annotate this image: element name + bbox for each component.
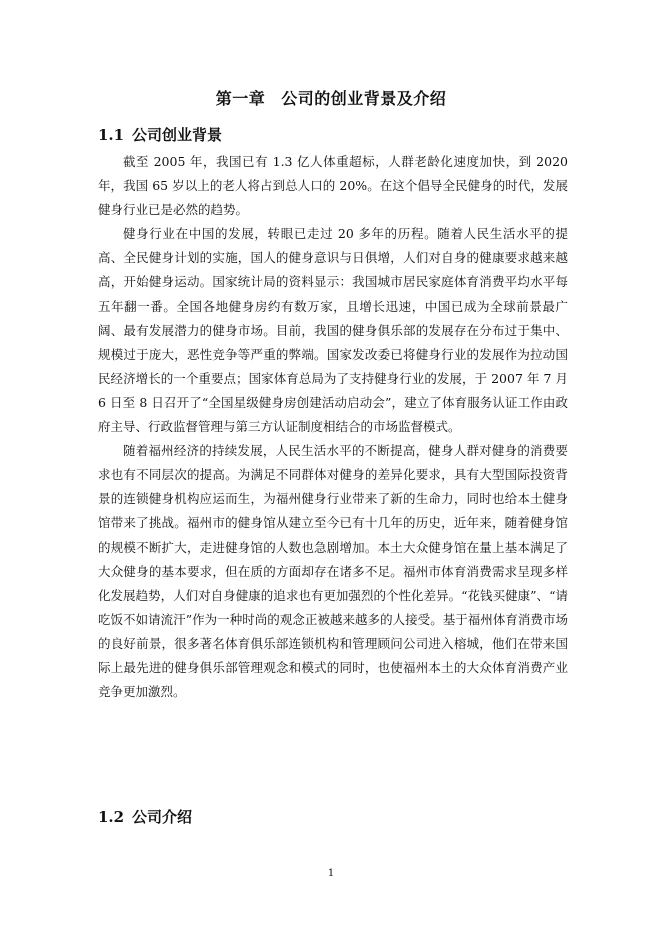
- section-heading-1-1: [98, 124, 222, 145]
- chapter-title: [0, 86, 662, 109]
- section-title: 公司介绍: [132, 808, 193, 826]
- chapter-number: 第一章: [215, 89, 266, 108]
- chapter-title-text: 公司的创业背景及介绍: [281, 89, 447, 108]
- section-title: 公司创业背景: [132, 126, 223, 144]
- paragraph-1: 截至 2005 年，我国已有 1.3 亿人体重超标，人群老龄化速度加快，到 2020 年，我国 65 岁以上的老人将占到总人口的 20%。在这个倡导全民健身的时代，发展健身行业已是必然的趋势。: [98, 154, 568, 218]
- paragraph-2: 健身行业在中国的发展，转眼已走过 20 多年的历程。随着人民生活水平的提高、全民健身计划的实施，国人的健身意识与日俱增，人们对自身的健康要求越来越高，开始健身运动。国家统计局的资料显示：我国城市居民家庭体育消费平均水平每五年翻一番。全国各地健身房约有数万家，且增长迅速，中国已成为全球前景最广阔、最有发展潜力的健身市场。目前，我国的健身俱乐部的发展存在分布过于集中、规模过于庞大，恶性竞争等严重的弊端。国家发改委已将健身行业的发展作为拉动国民经济增长的一个重要点；国家体育总局为了支持健身行业的发展，于 2007 年 7 月 6 日至 8 日召开了“全国星级健身房创建活动启动会”，建立了体育服务认证工作由政府主导、行政监督管理与第三方认证制度相结合的市场监督模式。: [98, 226, 568, 435]
- paragraph-3: 随着福州经济的持续发展，人民生活水平的不断提高，健身人群对健身的消费要求也有不同层次的提高。为满足不同群体对健身的差异化要求，具有大型国际投资背景的连锁健身机构应运而生，为福州健身行业带来了新的生命力，同时也给本土健身馆带来了挑战。福州市的健身馆从建立至今已有十几年的历史，近年来，随着健身馆的规模不断扩大，走进健身馆的人数也急剧增加。本土大众健身馆在量上基本满足了大众健身的基本要求，但在质的方面却存在诸多不足。福州市体育消费需求呈现多样化发展趋势，人们对自身健康的追求也有更加强烈的个性化差异。“花钱买健康”、“请吃饭不如请流汗”作为一种时尚的观念正被越来越多的人接受。基于福州体育消费市场的良好前景，很多著名体育俱乐部连锁机构和管理顾问公司进入榕城，他们在带来国际上最先进的健身俱乐部管理观念和模式的同时，也使福州本土的大众体育消费产业竞争更加激烈。: [98, 443, 568, 700]
- page-number: 1: [327, 868, 335, 879]
- section-number: 1.2: [98, 808, 125, 826]
- section-heading-1-2: [98, 806, 192, 827]
- section-number: 1.1: [98, 126, 125, 144]
- section-body: [98, 150, 568, 704]
